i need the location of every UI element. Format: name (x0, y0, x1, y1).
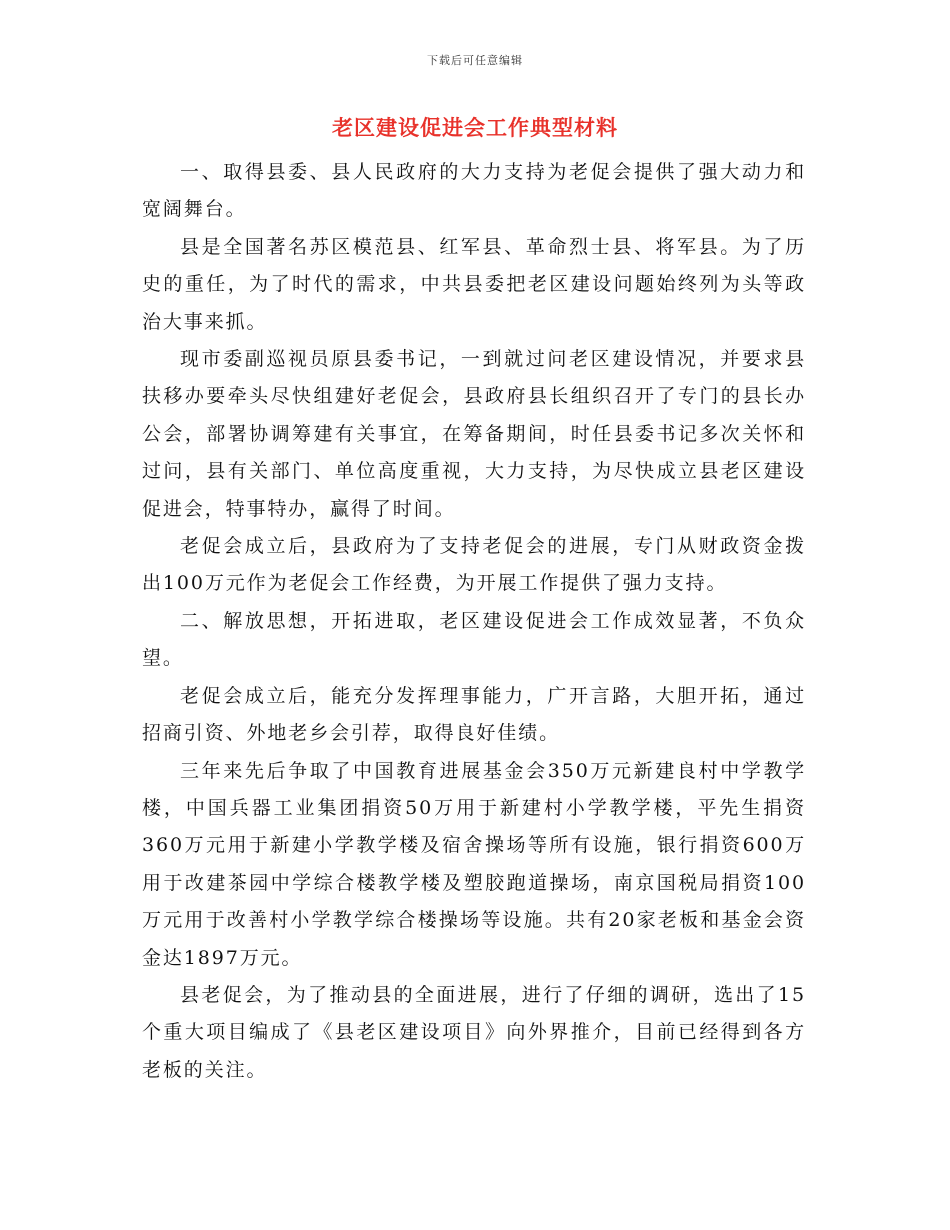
paragraph: 二、解放思想，开拓进取，老区建设促进会工作成效显著，不负众望。 (142, 609, 806, 670)
paragraph: 一、取得县委、县人民政府的大力支持为老促会提供了强大动力和宽阔舞台。 (142, 161, 806, 221)
page-header-note: 下载后可任意编辑 (427, 54, 523, 67)
paragraph: 老促会成立后，县政府为了支持老促会的进展，专门从财政资金拨出100万元作为老促会工作经费，为开展工作提供了强力支持。 (142, 535, 806, 595)
paragraph: 三年来先后争取了中国教育进展基金会350万元新建良村中学教学楼，中国兵器工业集团捐资50万用于新建村小学教学楼，平先生捐资360万元用于新建小学教学楼及宿舍操场等所有设施，银行捐资600万用于改建茶园中学综合楼教学楼及塑胶跑道操场，南京国税局捐资100万元用于改善村小学教学综合楼操场等设施。共有20家老板和基金会资金达1897万元。 (142, 759, 806, 969)
document-body (142, 154, 806, 1089)
paragraph: 现市委副巡视员原县委书记，一到就过问老区建设情况，并要求县扶移办要牵头尽快组建好老促会，县政府县长组织召开了专门的县长办公会，部署协调筹建有关事宜，在筹备期间，时任县委书记多次关怀和过问，县有关部门、单位高度重视，大力支持，为尽快成立县老区建设促进会，特事特办，赢得了时间。 (142, 348, 806, 520)
paragraph: 老促会成立后，能充分发挥理事能力，广开言路，大胆开拓，通过招商引资、外地老乡会引荐，取得良好佳绩。 (142, 684, 806, 745)
paragraph: 县老促会，为了推动县的全面进展，进行了仔细的调研，选出了15个重大项目编成了《县老区建设项目》向外界推介，目前已经得到各方老板的关注。 (142, 983, 806, 1081)
document-title: 老区建设促进会工作典型材料 (332, 115, 618, 140)
paragraph: 县是全国著名苏区模范县、红军县、革命烈士县、将军县。为了历史的重任，为了时代的需求，中共县委把老区建设问题始终列为头等政治大事来抓。 (142, 235, 806, 333)
